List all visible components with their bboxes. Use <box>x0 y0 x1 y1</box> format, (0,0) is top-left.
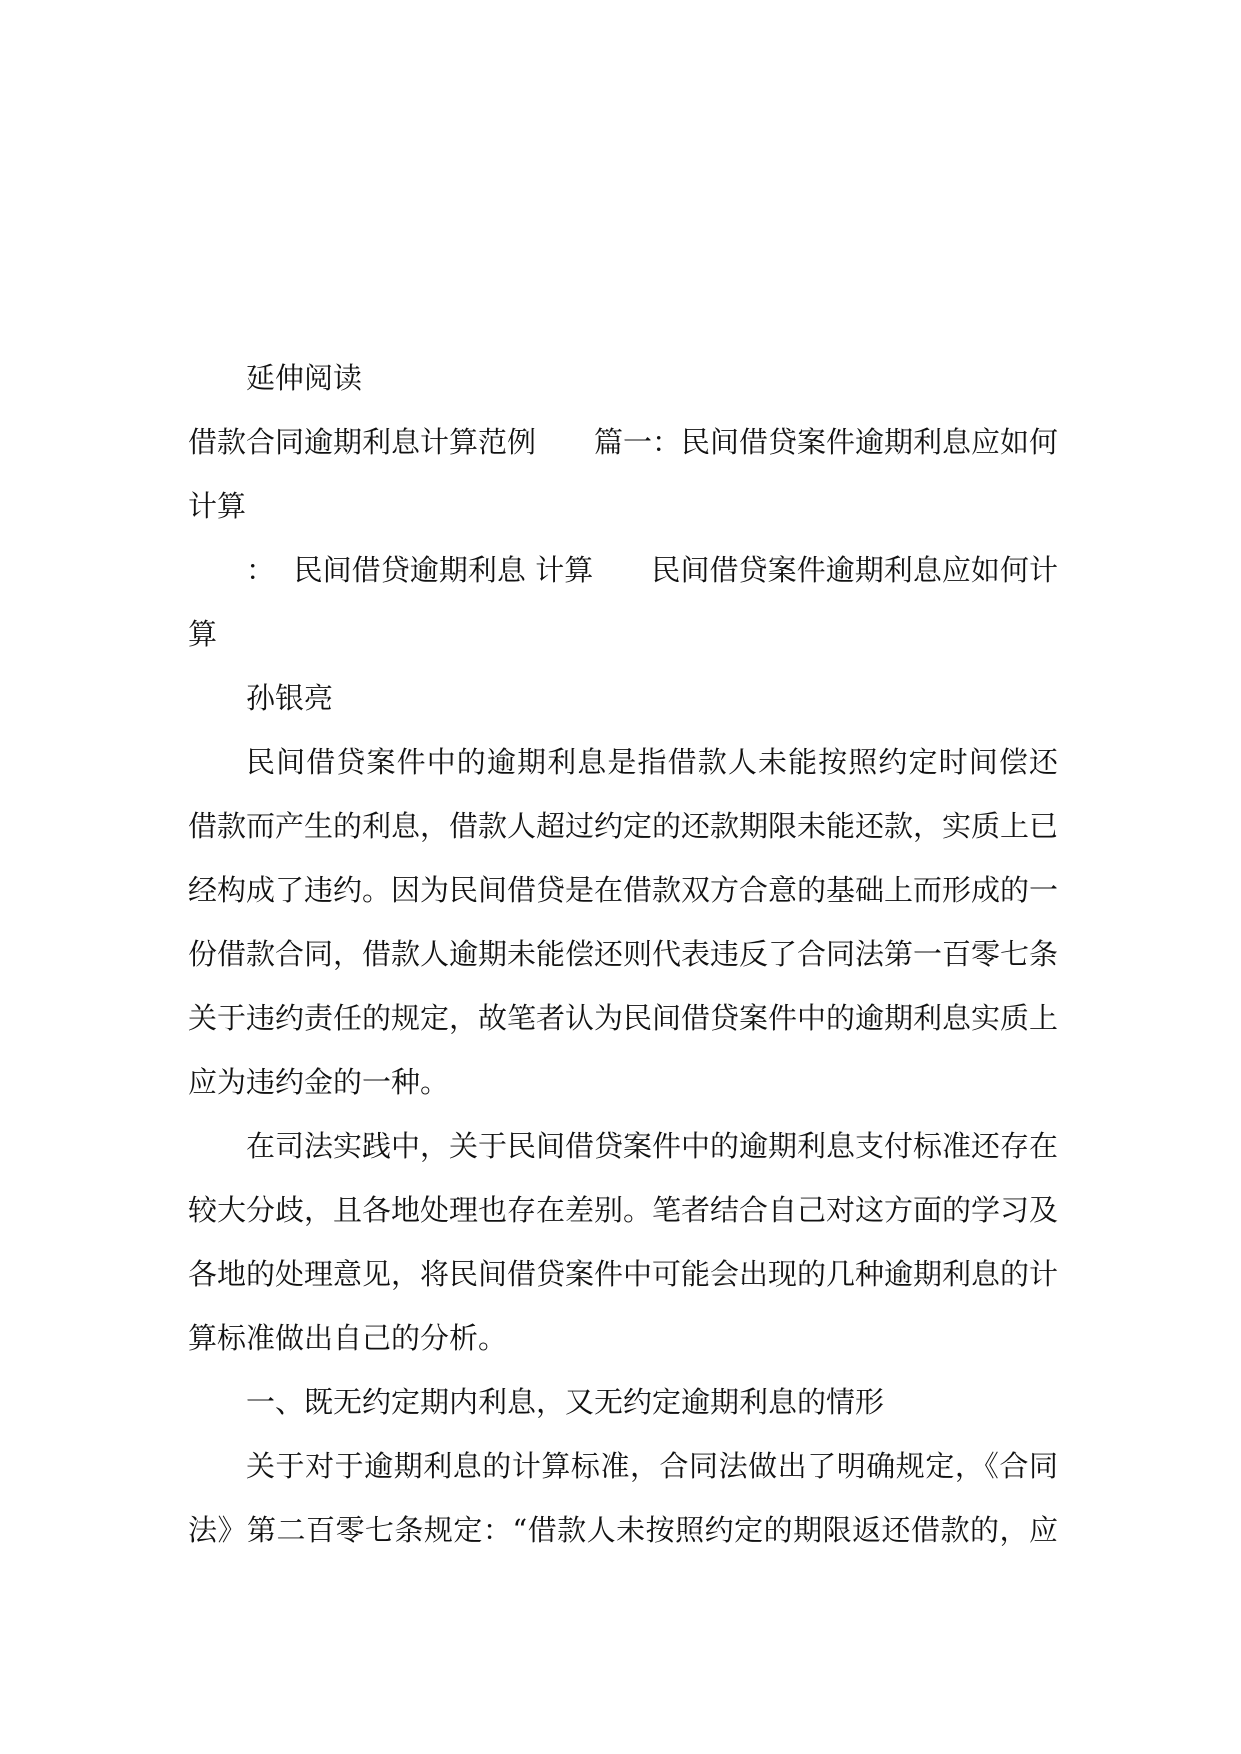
text-line: 关于对于逾期利息的计算标准，合同法做出了明确规定，《合同 <box>246 1449 1058 1483</box>
text-line: 算标准做出自己的分析。 <box>188 1321 508 1355</box>
document-body <box>188 346 1058 1562</box>
text-line: 较大分歧，且各地处理也存在差别。笔者结合自己对这方面的学习及 <box>188 1193 1059 1227</box>
text-line: 算 <box>188 617 218 651</box>
text-line: 各地的处理意见，将民间借贷案件中可能会出现的几种逾期利息的计 <box>188 1257 1059 1291</box>
text-line: 在司法实践中，关于民间借贷案件中的逾期利息支付标准还存在 <box>246 1129 1059 1163</box>
text-line: 孙银亮 <box>246 681 334 715</box>
text-line: 民间借贷案件中的逾期利息是指借款人未能按照约定时间偿还 <box>246 745 1058 779</box>
text-line: 借款合同逾期利息计算范例 篇一：民间借贷案件逾期利息应如何 <box>188 425 1059 459</box>
text-line: 一、既无约定期内利息，又无约定逾期利息的情形 <box>246 1385 885 1419</box>
text-line: 计算 <box>188 489 247 523</box>
text-line: 经构成了违约。因为民间借贷是在借款双方合意的基础上而形成的一 <box>188 873 1059 907</box>
text-line: 应为违约金的一种。 <box>188 1065 450 1099</box>
text-line: 延伸阅读 <box>246 361 363 395</box>
text-line: 关于违约责任的规定，故笔者认为民间借贷案件中的逾期利息实质上 <box>188 1001 1059 1035</box>
text-line: ： 民间借贷逾期利息 计算 民间借贷案件逾期利息应如何计 <box>246 553 1058 587</box>
text-line: 借款而产生的利息，借款人超过约定的还款期限未能还款，实质上已 <box>188 809 1059 843</box>
text-line: 法》第二百零七条规定：“借款人未按照约定的期限返还借款的，应 <box>188 1513 1058 1547</box>
text-line: 份借款合同，借款人逾期未能偿还则代表违反了合同法第一百零七条 <box>188 937 1059 971</box>
